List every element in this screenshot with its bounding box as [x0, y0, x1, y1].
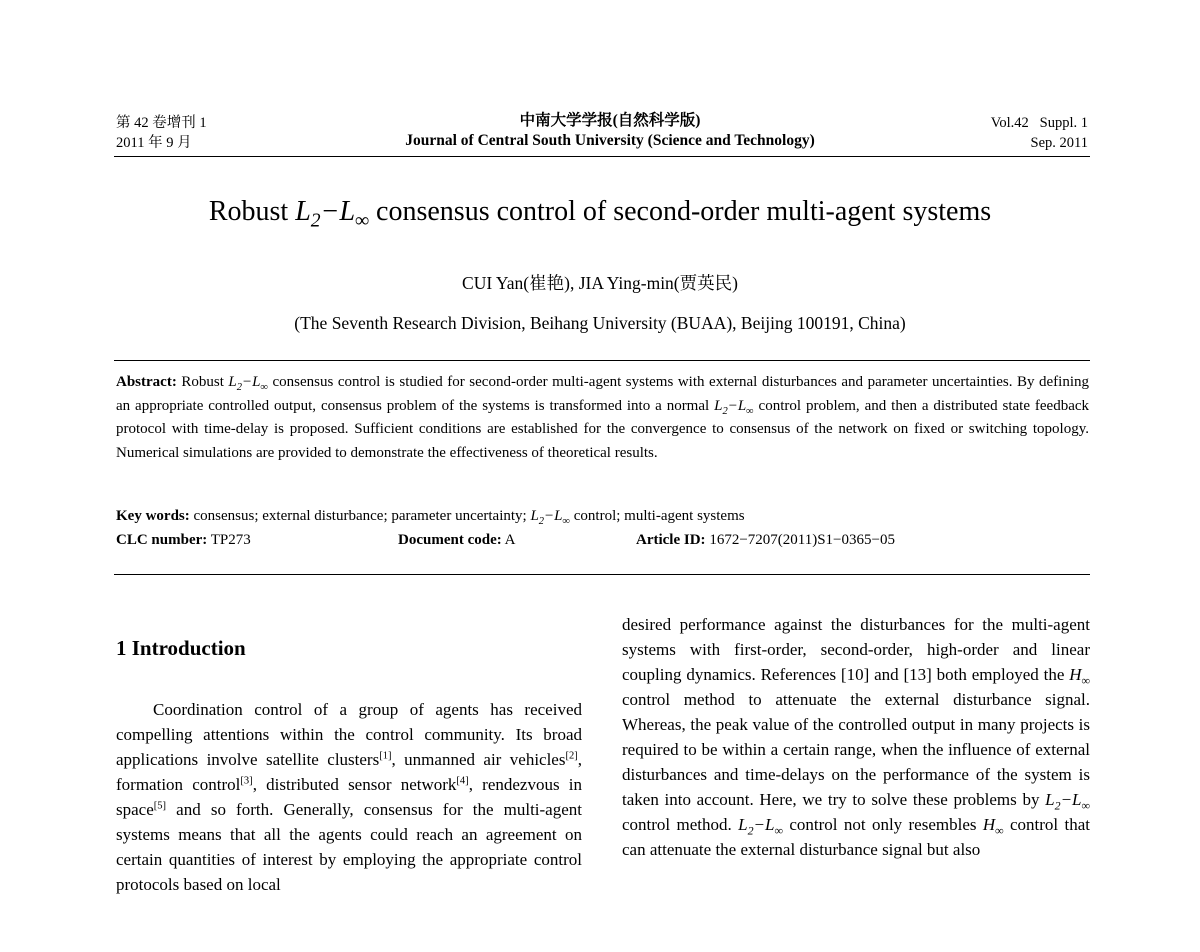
math-l2-linf: $L_2-L_\infty$: [228, 374, 268, 393]
journal-name-en: Journal of Central South University (Science and Technology): [405, 132, 815, 149]
citation-ref: [4]: [456, 775, 469, 787]
clc-number: [116, 530, 251, 550]
math-l2-linf: $L_2-L_\infty$: [295, 196, 370, 232]
journal-volume-en: Vol.42 Suppl. 1: [990, 115, 1088, 131]
journal-name-cn: 中南大学学报(自然科学版): [519, 112, 701, 129]
article-id-label: Article ID:: [636, 532, 706, 548]
abstract-label: Abstract:: [116, 374, 177, 390]
article-id-value: 1672−7207(2011)S1−0365−05: [705, 532, 895, 548]
body-right-column: [622, 612, 1090, 862]
doc-code-value: A: [501, 532, 516, 548]
paper-title: [100, 196, 1100, 232]
citation-ref: [3]: [240, 775, 253, 787]
math-l2-linf: $L_2-L_\infty$: [714, 397, 754, 417]
section-heading-introduction: 1 Introduction: [116, 636, 246, 660]
math-l2-linf: $L_2-L_\infty$: [530, 508, 571, 527]
citation-ref: [5]: [153, 800, 167, 812]
paragraph: desired performance against the disturbances for the multi-agent systems with first-order, second-order, high-order and linear coupling dynamics. References [10] and [13] both employed the $H_\infty$ control method to attenuate the external disturbance signal. Whereas, the peak value of the controlled output in many projects is required to be within a certain range, when the influence of external disturbances and time-delays on the performance of the system is taken into account. Here, we try to solve these problems by $L_2-L_\infty$ control method. $L_2-L_\infty$ control not only resembles $H_\infty$ control that can attenuate the external disturbance signal but also: [622, 615, 1090, 859]
math-l2-linf: $L_2-L_\infty$: [738, 815, 783, 838]
keywords-label: Key words:: [116, 508, 190, 524]
clc-label: CLC number:: [116, 532, 208, 548]
abstract: Abstract: Robust $L_2-L_\infty$ consensus control is studied for second-order multi-agent systems with external disturbances and parameter uncertainties. By defining an appropriate controlled output, consensus problem of the systems is transformed into a normal $L_2-L_\infty$ control problem, and then a distributed state feedback protocol with time-delay is proposed. Sufficient conditions are established for the convergence to consensus of the network on fixed or switching topology. Numerical simulations are provided to demonstrate the effectiveness of theoretical results.: [116, 374, 1090, 461]
paper-affiliation: (The Seventh Research Division, Beihang University (BUAA), Beijing 100191, China): [294, 313, 906, 333]
math-l2-linf: $L_2-L_\infty$: [1045, 790, 1090, 813]
citation-ref: [2]: [565, 750, 578, 762]
title-prefix: Robust: [208, 196, 296, 227]
math-h-inf: $H_\infty$: [1069, 665, 1090, 688]
body-left-column: [116, 697, 582, 897]
keywords: Key words: consensus; external disturbance; parameter uncertainty; $L_2-L_\infty$ control; multi-agent systems: [116, 508, 745, 527]
paper-authors: CUI Yan(崔艳), JIA Ying-min(贾英民): [462, 273, 738, 293]
abstract-bottom-rule: [114, 574, 1090, 575]
clc-value: TP273: [207, 532, 251, 548]
citation-ref: [1]: [379, 750, 392, 762]
journal-volume-cn-block: [116, 113, 316, 153]
journal-date-cn: 2011 年 9 月: [116, 135, 192, 151]
header-rule: [114, 156, 1090, 157]
doc-code-label: Document code:: [398, 532, 502, 548]
document-code: [398, 530, 516, 550]
title-suffix: consensus control of second-order multi-agent systems: [369, 196, 992, 227]
abstract-top-rule: [114, 360, 1090, 361]
journal-volume-en-block: [868, 113, 1088, 153]
journal-volume-cn: 第 42 卷增刊 1: [116, 115, 207, 131]
math-h-inf: $H_\infty$: [982, 815, 1004, 838]
journal-date-en: Sep. 2011: [1030, 135, 1088, 151]
paragraph: Coordination control of a group of agents has received compelling attentions within the control community. Its broad applications involve satellite clusters[1], unmanned air vehicles[2], formation control[3], distributed sensor network[4], rendezvous in space[5] and so forth. Generally, consensus for the multi-agent systems means that all the agents could reach an agreement on certain quantities of interest by employing the appropriate control protocols based on local: [116, 700, 583, 894]
journal-name-block: [340, 111, 880, 151]
article-id: [636, 530, 895, 550]
